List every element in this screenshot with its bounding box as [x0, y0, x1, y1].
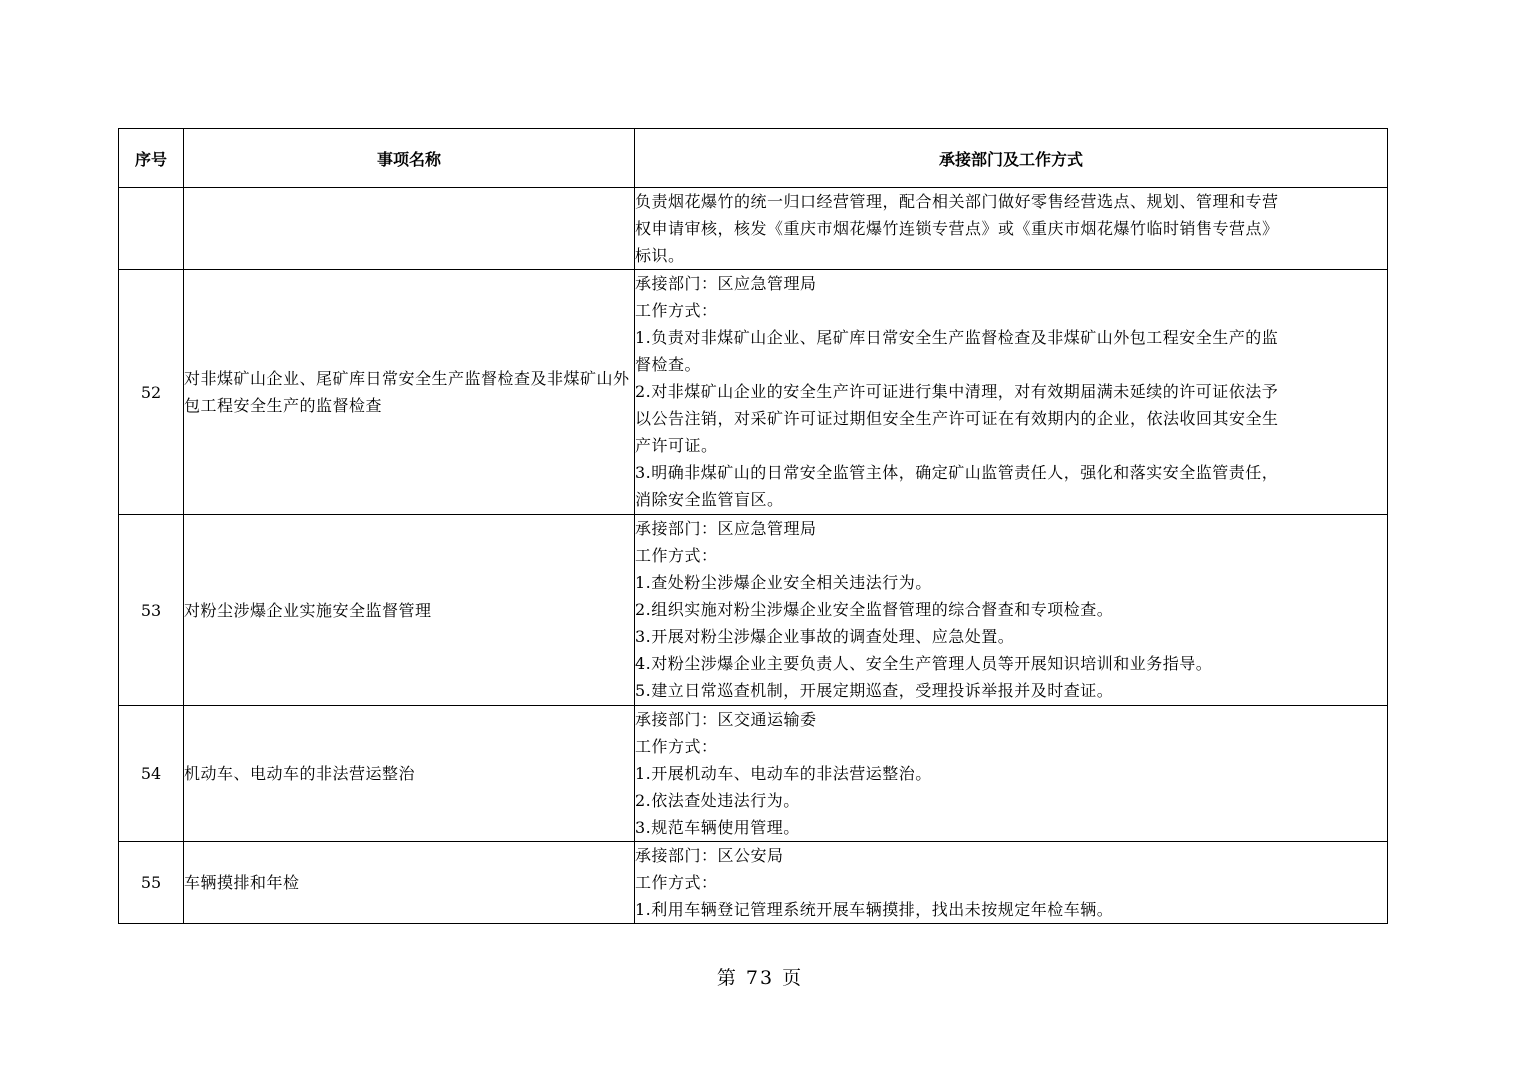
method-line: 1.开展机动车、电动车的非法营运整治。 — [635, 764, 932, 783]
method-line: 标识。 — [635, 246, 685, 265]
row-item-name: 机动车、电动车的非法营运整治 — [184, 706, 635, 842]
row-method — [635, 842, 1388, 924]
row-seq: 53 — [119, 515, 184, 706]
method-line: 3.开展对粉尘涉爆企业事故的调查处理、应急处置。 — [635, 627, 1015, 646]
row-method — [635, 188, 1388, 270]
row-method — [635, 270, 1388, 515]
row-seq: 52 — [119, 270, 184, 515]
method-line: 2.组织实施对粉尘涉爆企业安全监督管理的综合督查和专项检查。 — [635, 600, 1114, 619]
method-line: 督检查。 — [635, 355, 702, 374]
row-seq: 55 — [119, 842, 184, 924]
method-line: 5.建立日常巡查机制，开展定期巡查，受理投诉举报并及时查证。 — [635, 681, 1114, 700]
table-row — [119, 515, 1388, 706]
table-header-row — [119, 129, 1388, 188]
table-row — [119, 842, 1388, 924]
method-line: 承接部门：区应急管理局 — [635, 519, 817, 538]
table-row — [119, 706, 1388, 842]
method-line: 3.明确非煤矿山的日常安全监管主体，确定矿山监管责任人，强化和落实安全监管责任， — [635, 463, 1279, 482]
table-row — [119, 188, 1388, 270]
row-seq — [119, 188, 184, 270]
method-line: 承接部门：区应急管理局 — [635, 274, 817, 293]
item-table — [118, 128, 1388, 924]
method-line: 承接部门：区公安局 — [635, 846, 784, 865]
method-line: 工作方式： — [635, 546, 718, 565]
table-row — [119, 270, 1388, 515]
method-line: 工作方式： — [635, 737, 718, 756]
row-seq: 54 — [119, 706, 184, 842]
header-item-name: 事项名称 — [184, 129, 635, 188]
method-line: 2.对非煤矿山企业的安全生产许可证进行集中清理，对有效期届满未延续的许可证依法予 — [635, 382, 1279, 401]
method-line: 工作方式： — [635, 301, 718, 320]
method-line: 负责烟花爆竹的统一归口经营管理，配合相关部门做好零售经营选点、规划、管理和专营 — [635, 192, 1279, 211]
method-line: 工作方式： — [635, 873, 718, 892]
method-line: 消除安全监管盲区。 — [635, 490, 784, 509]
method-line: 1.利用车辆登记管理系统开展车辆摸排，找出未按规定年检车辆。 — [635, 900, 1114, 919]
row-item-name: 对非煤矿山企业、尾矿库日常安全生产监督检查及非煤矿山外包工程安全生产的监督检查 — [184, 270, 635, 515]
method-line: 承接部门：区交通运输委 — [635, 710, 817, 729]
row-item-name — [184, 188, 635, 270]
method-line: 1.负责对非煤矿山企业、尾矿库日常安全生产监督检查及非煤矿山外包工程安全生产的监 — [635, 328, 1279, 347]
row-method — [635, 706, 1388, 842]
method-line: 权申请审核，核发《重庆市烟花爆竹连锁专营点》或《重庆市烟花爆竹临时销售专营点》 — [635, 219, 1279, 238]
method-line: 4.对粉尘涉爆企业主要负责人、安全生产管理人员等开展知识培训和业务指导。 — [635, 654, 1213, 673]
method-line: 以公告注销，对采矿许可证过期但安全生产许可证在有效期内的企业，依法收回其安全生 — [635, 409, 1279, 428]
page-number: 第 73 页 — [716, 967, 804, 989]
header-seq: 序号 — [119, 129, 184, 188]
method-line: 1.查处粉尘涉爆企业安全相关违法行为。 — [635, 573, 932, 592]
method-line: 产许可证。 — [635, 436, 718, 455]
method-line: 2.依法查处违法行为。 — [635, 791, 800, 810]
row-method — [635, 515, 1388, 706]
row-item-name: 车辆摸排和年检 — [184, 842, 635, 924]
row-item-name: 对粉尘涉爆企业实施安全监督管理 — [184, 515, 635, 706]
header-dept-method: 承接部门及工作方式 — [635, 129, 1388, 188]
method-line: 3.规范车辆使用管理。 — [635, 818, 800, 837]
